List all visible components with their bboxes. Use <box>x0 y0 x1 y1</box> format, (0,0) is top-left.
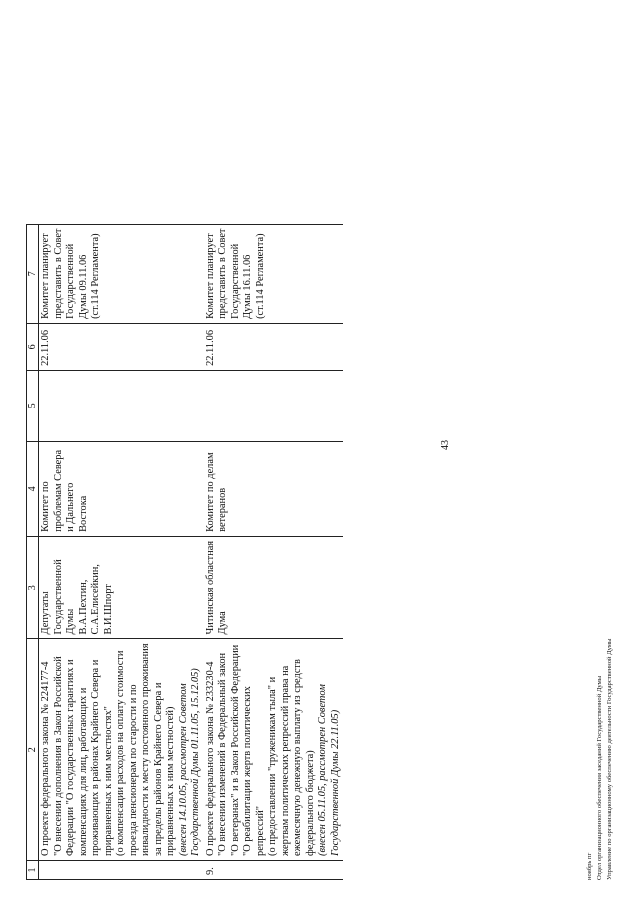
table-body <box>39 224 344 879</box>
date-text: 22.11.06 <box>40 329 51 366</box>
header-col-6: 6 <box>27 323 39 370</box>
author-line: Читинская областная <box>204 540 216 635</box>
header-col-1: 1 <box>27 861 39 880</box>
bill-title-line: за пределы районов Крайнего Севера и <box>152 682 164 856</box>
committee-line: Востока <box>77 495 89 532</box>
note-line: (ст.114 Регламента) <box>90 233 101 319</box>
bill-status-line: Государственной Думы 01.11.05, 15.12.05) <box>190 668 201 856</box>
bill-status-line: (внесен 05.11.05, рассмотрен Советом <box>317 684 328 856</box>
note-line: Думы 09.11.06 <box>77 254 89 319</box>
date-cell <box>39 323 204 370</box>
bill-title-line: О проекте федерального закона № 224177-4 <box>40 661 51 856</box>
bill-title-line: ежемесячную денежную выплату из средств <box>292 659 303 856</box>
header-col-4: 4 <box>27 441 39 536</box>
bill-title-line: инвалидности к месту постоянного проживания <box>140 643 151 856</box>
header-col-3: 3 <box>27 536 39 639</box>
note-line: (ст.114 Регламента) <box>254 233 266 319</box>
bill-title-line: Федерации "О государственных гарантиях и <box>65 659 76 856</box>
bill-title-line: компенсациях для лиц, работающих и <box>77 687 89 856</box>
author-line: Государственной <box>52 559 64 635</box>
bill-title-line: федерального бюджета) <box>304 750 316 856</box>
bill-title-line: проезда пенсионерам по старости и по <box>127 684 139 856</box>
bill-title-line: "О внесении изменений в Федеральный закон <box>217 652 228 856</box>
date-cell <box>204 323 344 370</box>
date-text: 22.11.06 <box>204 329 216 366</box>
bill-title-line: приравненных к ним местностях" <box>102 706 114 856</box>
committee-line: ветеранов <box>217 487 228 532</box>
footer-month: ноябрь пг <box>586 852 593 880</box>
footer-department: Отдел организационного обеспечения заседаний Государственной Думы <box>596 675 603 880</box>
bill-title-line: (о компенсации расходов на оплату стоимости <box>115 650 126 856</box>
bill-title-line: (о предоставлении "труженикам тыла" и <box>267 676 278 856</box>
note-line: Думы 16.11.06 <box>242 254 253 319</box>
note-line: представить в Совет <box>52 228 64 319</box>
committee-cell <box>39 441 204 536</box>
row-number <box>204 861 344 880</box>
page-number: 43 <box>440 440 451 450</box>
bills-table <box>26 224 343 880</box>
note-cell <box>204 224 344 323</box>
bill-status-line: (внесен 14.10.05, рассмотрен Советом <box>177 683 189 856</box>
note-line: Комитет планирует <box>40 233 51 319</box>
author-line: Депутаты <box>40 591 51 635</box>
committee-line: проблемам Севера <box>52 449 64 532</box>
bill-title-line: "О ветеранах" и в Закон Российской Федерации <box>229 644 241 856</box>
bill-status-line: Государственной Думы 22.11.05) <box>329 709 341 856</box>
bill-title-line: репрессий" <box>254 805 266 856</box>
bill-title-line: "О внесении дополнения в Закон Российской <box>52 656 64 856</box>
note-line: Государственной <box>65 243 76 319</box>
author-line: С.А.Елисейкин, <box>90 564 101 635</box>
bill-title-cell <box>39 639 204 861</box>
author-cell <box>39 536 204 639</box>
bill-title-line: О проекте федерального закона № 233230-4 <box>204 661 216 856</box>
author-line: Дума <box>217 611 228 635</box>
author-line: Думы <box>65 608 76 635</box>
note-cell <box>39 224 204 323</box>
note-line: Государственной <box>229 243 241 319</box>
table-header-row <box>27 224 39 879</box>
bill-title-line: жертвам политических репрессий права на <box>279 665 291 856</box>
committee-line: Комитет по <box>40 481 51 532</box>
author-line: В.И.Шпорт <box>102 584 114 635</box>
header-col-5: 5 <box>27 370 39 441</box>
header-col-7: 7 <box>27 224 39 323</box>
header-col-2: 2 <box>27 639 39 861</box>
col5-cell <box>204 370 344 441</box>
note-line: Комитет планирует <box>204 233 216 319</box>
row-number-text: 9. <box>204 867 216 875</box>
committee-line: Комитет по делам <box>204 452 216 532</box>
row-number <box>39 861 204 880</box>
bill-title-line: проживающих в районах Крайнего Севера и <box>90 659 101 856</box>
committee-cell <box>204 441 344 536</box>
author-line: В.А.Пехтин, <box>77 579 89 635</box>
committee-line: и Дальнего <box>65 482 76 532</box>
bill-title-line: "О реабилитации жертв политических <box>242 686 253 856</box>
author-cell <box>204 536 344 639</box>
note-line: представить в Совет <box>217 228 228 319</box>
bill-title-line: приравненных к ним местностей) <box>165 706 176 856</box>
table-row <box>39 224 204 879</box>
table-row <box>204 224 344 879</box>
footer-directorate: Управление по организационному обеспечению деятельности Государственной Думы <box>606 638 613 880</box>
bill-title-cell <box>204 639 344 861</box>
col5-cell <box>39 370 204 441</box>
